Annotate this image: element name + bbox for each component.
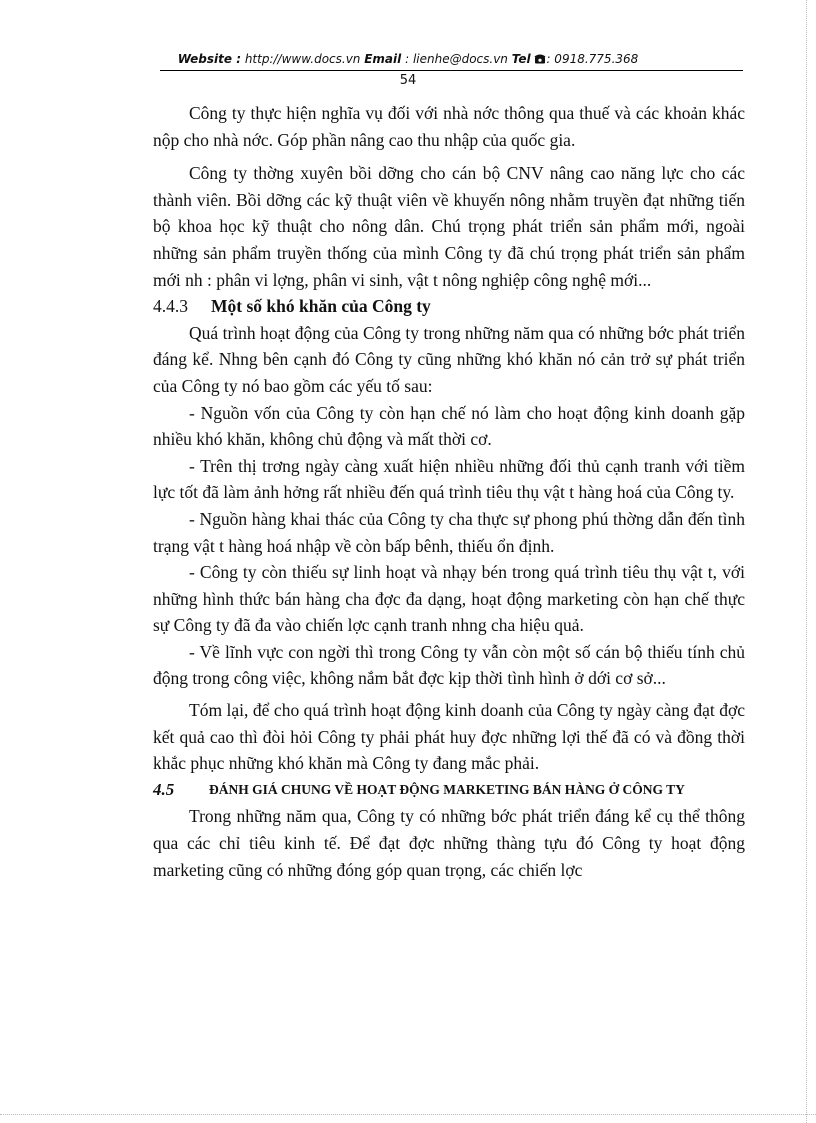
- paragraph-6: - Nguồn hàng khai thác của Công ty cha thực sự phong phú thờng dẫn đến tình trạng vật t hàng hoá nhập về còn bấp bênh, thiếu ổn định.: [153, 508, 745, 556]
- tel-value: : 0918.775.368: [546, 52, 639, 66]
- website-value[interactable]: http://www.docs.vn: [241, 52, 365, 66]
- paragraph-9: Tóm lại, để cho quá trình hoạt động kinh doanh của Công ty ngày càng đạt đợc kết quả cao thì đòi hỏi Công ty phải phát huy đợc những lợi thế đã có và đồng thời khắc phục những khó khăn mà Công ty đang mắc phải.: [153, 700, 745, 774]
- section-heading-45: [153, 777, 745, 804]
- section-title: Một số khó khăn của Công ty: [211, 296, 431, 317]
- paragraph-5: - Trên thị trơng ngày càng xuất hiện nhiều những đối thủ cạnh tranh với tiềm lực tốt đã làm ảnh hởng rất nhiều đến quá trình tiêu thụ vật t hàng hoá của Công ty.: [153, 455, 745, 503]
- paragraph-1: Công ty thực hiện nghĩa vụ đối với nhà nớc thông qua thuế và các khoản khác nộp cho nhà nớc. Góp phần nâng cao thu nhập của quốc gia.: [153, 103, 745, 150]
- page-border-right: [806, 0, 807, 1123]
- email-value[interactable]: : lienhe@docs.vn: [401, 52, 512, 66]
- phone-icon: [534, 53, 546, 64]
- section-number: 4.4.3: [153, 296, 188, 317]
- paragraph-3: Quá trình hoạt động của Công ty trong những năm qua có những bớc phát triển đáng kể. Nhng bên cạnh đó Công ty cũng những khó khăn nó cản trở sự phát triển của Công ty nó bao gồm các yếu tố sau:: [153, 322, 745, 396]
- website-label: Website :: [177, 52, 242, 66]
- tel-label: Tel: [511, 52, 531, 66]
- paragraph-10: Trong những năm qua, Công ty có những bớc phát triển đáng kể cụ thể thông qua các chỉ tiêu kinh tế. Để đạt đợc những thàng tựu đó Công ty hoạt động marketing cũng có những đóng góp quan trọng, các chiến lợc: [153, 806, 745, 880]
- section-heading-443: [153, 293, 745, 320]
- email-label: Email: [364, 52, 402, 66]
- page-border-bottom: [0, 1114, 816, 1115]
- header-rule: [160, 70, 743, 71]
- section-title: ĐÁNH GIÁ CHUNG VỀ HOẠT ĐỘNG MARKETING BÁN HÀNG Ở CÔNG TY: [209, 781, 685, 797]
- page-number: 54: [399, 73, 417, 88]
- paragraph-2: Công ty thờng xuyên bồi dỡng cho cán bộ CNV nâng cao năng lực cho các thành viên. Bồi dỡng các kỹ thuật viên về khuyến nông nhằm truyền đạt những tiến bộ khoa học kỹ thuật cho nông dân. Chú trọng phát triển sản phẩm mới, ngoài những sản phẩm truyền thống của mình Công ty đã chú trọng phát triển sản phẩm mới nh : phân vi lợng, phân vi sinh, vật t nông nghiệp công nghệ mới...: [153, 163, 745, 290]
- page-header: [0, 52, 816, 66]
- section-number: 4.5: [153, 779, 175, 799]
- paragraph-8: - Về lĩnh vực con ngời thì trong Công ty vẫn còn một số cán bộ thiếu tính chủ động trong công việc, không nắm bắt đợc kịp thời tình hình ở dới cơ sở...: [153, 641, 745, 689]
- paragraph-4: - Nguồn vốn của Công ty còn hạn chế nó làm cho hoạt động kinh doanh gặp nhiều khó khăn, không chủ động và mất thời cơ.: [153, 402, 745, 450]
- document-body: [153, 100, 745, 883]
- paragraph-7: - Công ty còn thiếu sự linh hoạt và nhạy bén trong quá trình tiêu thụ vật t, với những hình thức bán hàng cha đợc đa dạng, hoạt động marketing còn hạn chế thực sự Công ty đã đa vào chiến lợc cạnh tranh nhng cha hiệu quả.: [153, 562, 745, 636]
